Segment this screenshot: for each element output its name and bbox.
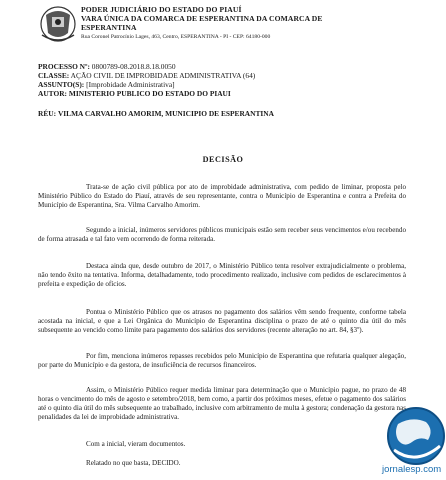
assunto-label: ASSUNTO(S): [38,80,85,89]
autor-label: AUTOR: [38,89,68,98]
paragraph-2 [38,226,406,244]
paragraph-8 [38,459,406,468]
paragraph-3 [38,262,406,289]
paragraph-text: Relatado no que basta, DECIDO. [86,459,181,467]
processo-line [38,62,176,71]
processo-label: PROCESSO Nº: [38,62,90,71]
classe-line [38,71,255,80]
header-vara: VARA ÚNICA DA COMARCA DE ESPERANTINA DA COMARCA DE [81,14,323,23]
assunto-value: [Improbidade Administrativa] [86,80,175,89]
processo-value: 0800789-08.2018.8.18.0050 [91,62,176,71]
autor-value: MINISTERIO PUBLICO DO ESTADO DO PIAUI [68,89,231,98]
header-comarca: ESPERANTINA [81,23,137,32]
paragraph-text: Por fim, menciona inúmeros repasses recebidos pelo Município de Esperantina que refutaria qualquer alegação, por parte do Município e da gestora, de insuficiência de recursos financeiros. [38,352,406,369]
court-crest-icon [38,5,78,43]
paragraph-1 [38,183,406,210]
paragraph-text: Pontua o Ministério Público que os atrasos no pagamento dos salários vêm sendo frequente, conforme tabela acostada na inicial, e que a Lei Orgânica do Município de Esperantina disciplina o prazo de até o quinto dia útil do mês subsequente ao vencido como limite para pagamento dos salários dos servidores (recente alteração no art. 84, §3º). [38,308,406,334]
reu-line [38,109,274,118]
header-court: PODER JUDICIÁRIO DO ESTADO DO PIAUÍ [81,5,242,14]
paragraph-text: Segundo a inicial, inúmeros servidores públicos municipais estão sem receber seus vencimentos e/ou recebendo de forma atrasada e tal fato vem ocorrendo de forma reiterada. [38,226,406,243]
classe-value: AÇÃO CIVIL DE IMPROBIDADE ADMINISTRATIVA (64) [70,71,256,80]
paragraph-6 [38,386,406,422]
paragraph-text: Com a inicial, vieram documentos. [86,440,186,448]
paragraph-4 [38,308,406,335]
paragraph-text: Destaca ainda que, desde outubro de 2017, o Ministério Público tenta resolver extrajudicialmente o problema, não tendo êxito na tentativa. Informa, detalhadamente, todo procedimento realizado, inclusive com pedidos de esclarecimentos à prefeita e expedição de ofícios. [38,262,406,288]
header-address: Rua Coronel Patrocínio Lages, 463, Centro, ESPERANTINA - PI - CEP: 64180-000 [81,34,271,40]
paragraph-text: Assim, o Ministério Público requer medida liminar para determinação que o Município pague, no prazo de 48 horas o vencimento do mês de agosto e setembro/2018, bem como, a partir dos próximos meses, efetue o pagamento dos salários até o quinto dia útil do mês subsequente ao trabalhado, inclusive com arbitramento de multa à gestora; condenação da gestora nas penalidades da lei de improbidade administrativa. [38,386,406,421]
paragraph-5 [38,352,406,370]
watermark-text: jornalesp.com [382,464,442,475]
reu-label: RÉU: [38,109,57,118]
decision-title: DECISÃO [202,155,244,164]
reu-value: VILMA CARVALHO AMORIM, MUNICIPIO DE ESPERANTINA [57,109,274,118]
paragraph-7 [38,440,406,449]
paragraph-text: Trata-se de ação civil pública por ato de improbidade administrativa, com pedido de liminar, proposta pelo Ministério Público do Estado do Piauí, através de seu representante, contra o Município de Esperantina e contra a Prefeita do Município de Esperantina, Sra. Vilma Carvalho Amorim. [38,183,406,209]
autor-line [38,89,231,98]
assunto-line [38,80,175,89]
classe-label: CLASSE: [38,71,70,80]
